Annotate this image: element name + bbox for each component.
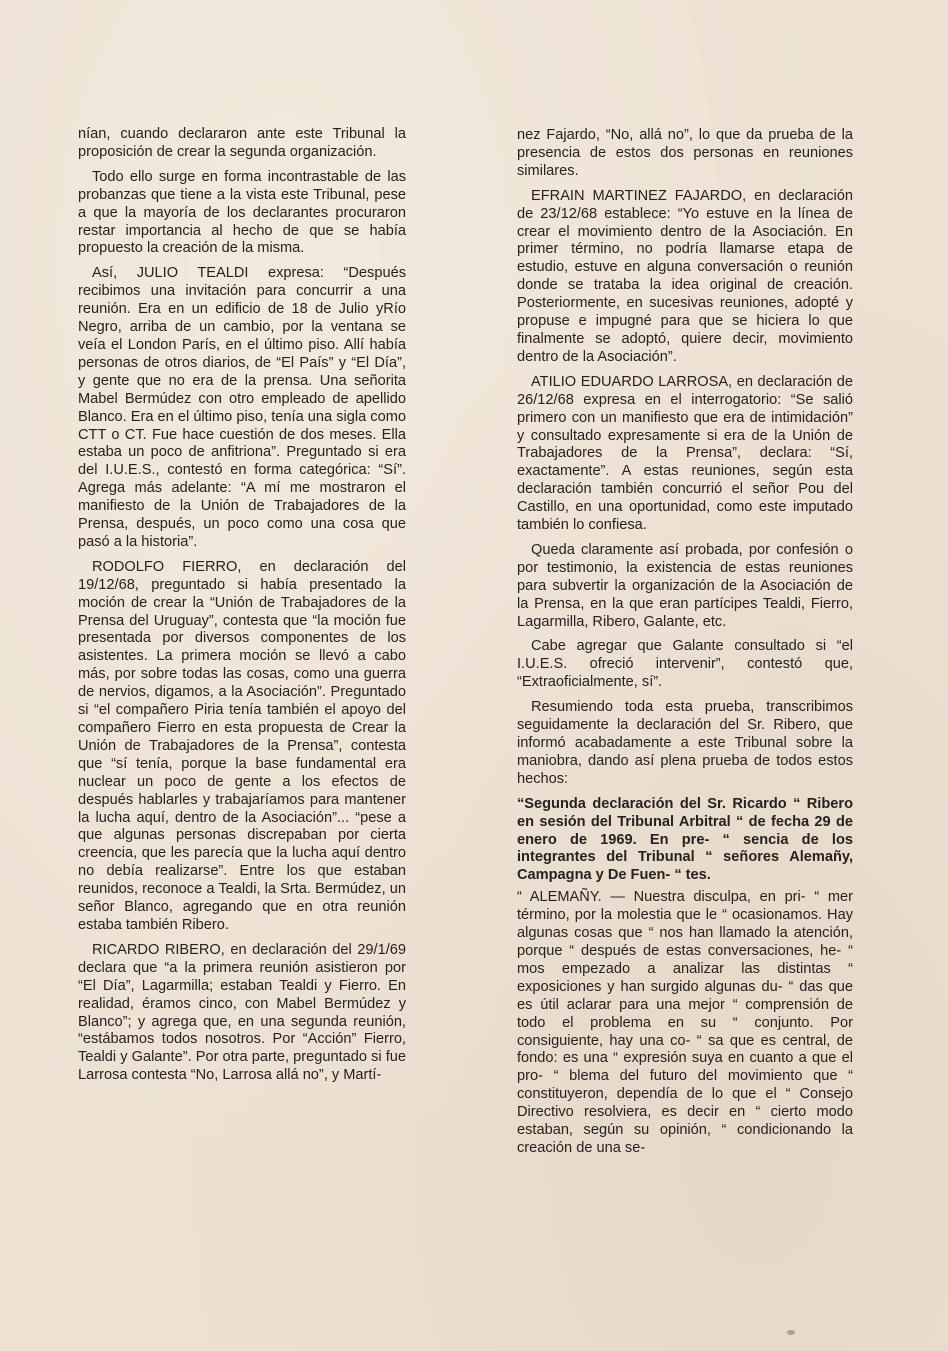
left-column-paragraph: RODOLFO FIERRO, en declaración del 19/12/68, preguntado si había presentado la moción de crear la “Unión de Trabajadores de la Prensa del Uruguay”, contesta que “la moción fue presentada por diversos componentes de los asistentes. La primera moción se llevó a cabo más, por sobre todas las cosas, como una guerra de nervios, digamos, a la Asociación”. Preguntado si “el compañero Piria tenía también el apoyo del compañero Fierro en esta propuesta de Crear la Unión de Trabajadores de la Prensa”, contesta que “sí tenía, porque la base fundamental era nuclear un poco de gente a los efectos de después hablarles y trabajaríamos para mantener la lucha aquí, dentro de la Asociación”... “pese a que algunas personas discrepaban por cierta creencia, que les parecía que la lucha aquí dentro no debía realizarse”. Entre los que estaban reunidos, reconoce a Tealdi, la Srta. Bermúdez, un señor Blanco, agregando que en otra reunión estaba también Ribero.	[78, 558, 406, 933]
right-column-paragraph: EFRAIN MARTINEZ FAJARDO, en declaración de 23/12/68 establece: “Yo estuve en la línea de crear el movimiento dentro de la Asociación. En primer término, no podría llamarse etapa de estudio, estuve en alguna conversación o reunión donde se trataba la idea original de creación. Posteriormente, en sucesivas reuniones, adopté y propuse e impugné para que se hiciera lo que finalmente se adoptó, quiere decir, movimiento dentro de la Asociación”.	[517, 187, 853, 365]
left-column-paragraph: nían, cuando declararon ante este Tribunal la proposición de crear la segunda organización.	[78, 126, 406, 160]
right-column-paragraph: Resumiendo toda esta prueba, transcribimos seguidamente la declaración del Sr. Ribero, que informó acabadamente a este Tribunal sobre la maniobra, dando así plena prueba de todos estos hechos:	[517, 699, 853, 787]
left-column	[78, 126, 406, 1092]
left-column-paragraph: RICARDO RIBERO, en declaración del 29/1/69 declara que “a la primera reunión asistieron por “El Día”, Lagarmilla; estaban Tealdi y Fierro. En realidad, éramos cinco, con Mabel Bermúdez y Blanco”; y agrega que, en una segunda reunión, “estábamos todos nosotros. Por “Acción” Fierro, Tealdi y Galante”. Por otra parte, preguntado si fue Larrosa contesta “No, Larrosa allá no”, y Martí-	[78, 941, 406, 1084]
ink-speck	[787, 1330, 795, 1335]
right-column-paragraph: Cabe agregar que Galante consultado si “el I.U.E.S. ofreció intervenir”, contestó que, “Extraoficialmente, sí”.	[517, 638, 853, 691]
right-column-paragraph: ATILIO EDUARDO LARROSA, en declaración de 26/12/68 expresa en el interrogatorio: “Se salió primero con un manifiesto que era de intimidación” y consultado expresamente si era de la Unión de Trabajadores de la Prensa”, declara: “Sí, exactamente”. A estas reuniones, según esta declaración también concurrió el señor Pou del Castillo, en una oportunidad, como este imputado también lo confiesa.	[517, 373, 853, 534]
left-column-paragraph: Todo ello surge en forma incontrastable de las probanzas que tiene a la vista este Tribunal, pese a que la mayoría de los declarantes procuraron restar importancia al hecho de que se había propuesto la creación de la misma.	[78, 168, 406, 257]
right-column-paragraph: Queda claramente así probada, por confesión o por testimonio, la existencia de estas reuniones para subvertir la organización de la Asociación de la Prensa, en la que eran partícipes Tealdi, Fierro, Lagarmilla, Ribero, Galante, etc.	[517, 541, 853, 630]
right-column	[517, 127, 853, 1158]
right-column-paragraph: “ ALEMAÑY. — Nuestra disculpa, en pri- “ mer término, por la molestia que le “ ocasionamos. Hay algunas cosas que “ nos han llamado la atención, porque “ después de estas conversaciones, he- “ mos empezado a analizar las distintas “ exposiciones y han surgido algunas du- “ das que es útil aclarar para una mejor “ comprensión de todo el problema en su “ conjunto. Por consiguiente, hay una co- “ sa que es central, de fondo: es una “ expresión suya en cuanto a que el pro- “ blema del futuro del movimiento que “ constituyeron, dependía de lo que el “ Consejo Directivo resolviera, es decir en “ cierto modo estaban, según su opinión, “ condicionando la creación de una se-	[517, 889, 853, 1156]
left-column-paragraph: Así, JULIO TEALDI expresa: “Después recibimos una invitación para concurrir a una reunión. Era en un edificio de 18 de Julio yRío Negro, arriba de un cambio, por la ventana se veía el London París, en el último piso. Allí había personas de otros diarios, de “El País” y “El Día”, y gente que no era de la prensa. Una señorita Mabel Bermúdez con otro empleado de apellido Blanco. Era en el último piso, tenía una sigla como CTT o CT. Fue hace cuestión de dos meses. Ella estaba un poco de anfitriona”. Preguntado si era del I.U.E.S., contestó en forma categórica: “Sí”. Agrega más adelante: “A mí me mostraron el manifiesto de la Unión de Trabajadores de la Prensa, después, un poco como una cosa que pasó a la historia”.	[78, 265, 406, 550]
right-column-paragraph: “Segunda declaración del Sr. Ricardo “ Ribero en sesión del Tribunal Arbitral “ de fecha 29 de enero de 1969. En pre- “ sencia de los integrantes del Tribunal “ señores Alemañy, Campagna y De Fuen- “ tes.	[517, 795, 853, 884]
right-column-paragraph: nez Fajardo, “No, allá no”, lo que da prueba de la presencia de estos dos personas en reuniones similares.	[517, 127, 853, 179]
